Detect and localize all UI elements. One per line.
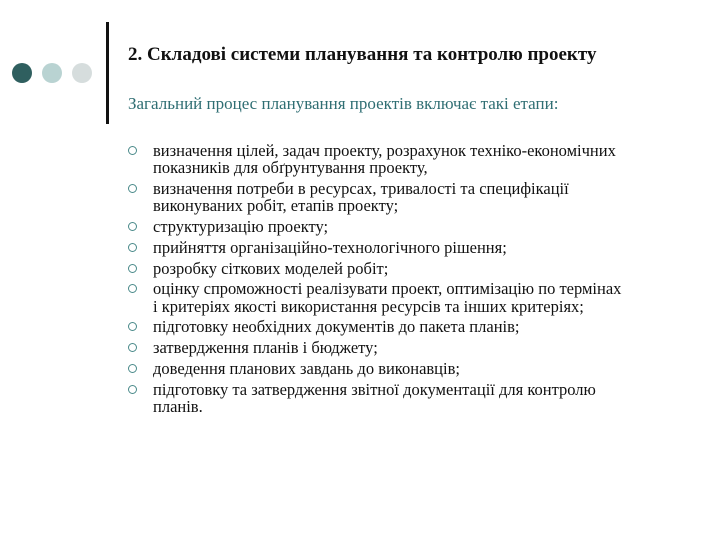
list-item [128, 239, 628, 256]
decorative-dot-light [42, 63, 62, 83]
list-item-text: структуризацію проекту; [153, 217, 329, 236]
list-item [128, 360, 628, 377]
decorative-dot-dark [12, 63, 32, 83]
list-item-text: затвердження планів і бюджету; [153, 338, 378, 358]
circle-bullet-icon [128, 364, 137, 373]
circle-bullet-icon [128, 243, 137, 252]
circle-bullet-icon [128, 385, 137, 394]
stages-list [128, 142, 628, 419]
list-item [128, 280, 628, 314]
circle-bullet-icon [128, 343, 137, 352]
circle-bullet-icon [128, 146, 137, 155]
list-item-text: підготовку необхідних документів до пакета планів; [153, 317, 520, 337]
title-divider [106, 22, 109, 124]
circle-bullet-icon [128, 222, 137, 231]
decorative-dot-pale [72, 63, 92, 83]
list-item-text: підготовку та затвердження звітної документації для контролю планів. [153, 379, 596, 416]
circle-bullet-icon [128, 184, 137, 193]
list-item-text: оцінку спроможності реалізувати проект, оптимізацію по термінах і критеріях якості використання ресурсів та інших критеріях; [153, 279, 622, 316]
list-item [128, 180, 628, 214]
list-item [128, 142, 628, 176]
list-item-text: визначення цілей, задач проекту, розрахунок техніко-економічних показників для обґрунтування проекту, [153, 141, 616, 178]
circle-bullet-icon [128, 264, 137, 273]
list-item [128, 260, 628, 277]
list-item-text: доведення планових завдань до виконавців; [153, 358, 460, 378]
circle-bullet-icon [128, 284, 137, 293]
list-item-text: розробку сіткових моделей робіт; [153, 258, 389, 278]
slide-title: 2. Складові системи планування та контролю проекту [128, 44, 597, 65]
list-item [128, 339, 628, 356]
list-item-text: прийняття організаційно-технологічного рішення; [153, 237, 507, 257]
circle-bullet-icon [128, 322, 137, 331]
list-item [128, 318, 628, 335]
slide-subtitle: Загальний процес планування проектів включає такі етапи: [128, 94, 559, 113]
list-item-text: визначення потреби в ресурсах, тривалості та специфікації виконуваних робіт, етапів проекту; [153, 179, 569, 216]
list-item [128, 381, 628, 415]
list-item [128, 218, 628, 235]
